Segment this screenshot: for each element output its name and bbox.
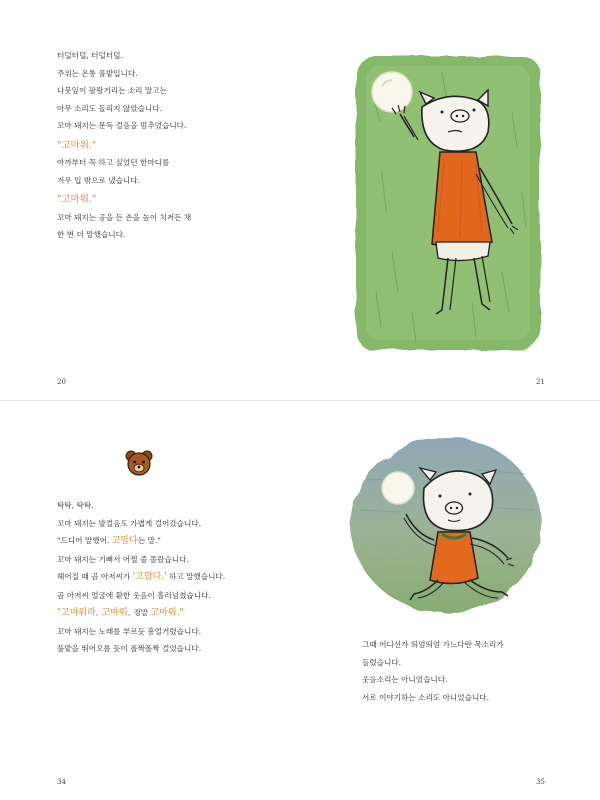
text-fragment: 헤어질 때 곰 아저씨가 bbox=[57, 572, 133, 581]
pig-jumping-illustration bbox=[346, 430, 546, 620]
page-34-text bbox=[57, 497, 225, 658]
dialogue-quote: "드디어 말했어. bbox=[57, 536, 112, 545]
page-number: 34 bbox=[57, 778, 66, 786]
text-line: 나뭇잎이 팔랑거리는 소리 말고는 bbox=[57, 86, 167, 95]
text-line: 주위는 온통 풀밭입니다. bbox=[57, 68, 138, 78]
page-35-text bbox=[362, 636, 504, 706]
text-fragment: 정말 bbox=[133, 608, 151, 617]
spread-pages-34-35 bbox=[0, 400, 600, 800]
dialogue-thanks: "고마워." bbox=[57, 194, 97, 205]
page-number: 20 bbox=[57, 378, 66, 386]
text-line bbox=[57, 532, 225, 551]
text-line bbox=[57, 568, 225, 587]
text-line: 터덜터덜, 터덜터덜. bbox=[57, 51, 123, 60]
text-line: 서로 이야기하는 소리도 아니었습니다. bbox=[362, 692, 490, 702]
page-number: 35 bbox=[536, 778, 545, 786]
dialogue-thanks: "고마워." bbox=[57, 139, 97, 151]
text-line: 아무 소리도 들리지 않았습니다. bbox=[57, 103, 163, 113]
page-20-text bbox=[57, 47, 191, 244]
page-number: 21 bbox=[536, 378, 545, 386]
text-line bbox=[57, 604, 225, 623]
text-line: 꼬마 돼지는 발걸음도 가볍게 걸어갔습니다. bbox=[57, 518, 202, 528]
text-line: 탁탁, 탁탁. bbox=[57, 501, 94, 510]
text-line: 한 번 더 말했습니다. bbox=[57, 230, 126, 239]
text-line: 꼬마 돼지는 공을 든 손을 높이 치켜든 채 bbox=[57, 212, 192, 222]
text-line: 꼬마 돼지는 문득 걸음을 멈추었습니다. bbox=[57, 121, 187, 130]
text-line: 풀밭을 뛰어오를 듯이 폴짝폴짝 걸었습니다. bbox=[57, 644, 202, 653]
dialogue-highlight: 고맙다 bbox=[111, 536, 138, 546]
pig-holding-ball-illustration bbox=[352, 52, 544, 354]
text-line: 아까부터 꼭 하고 싶었던 한마디를 bbox=[57, 158, 170, 167]
bear-face-icon bbox=[124, 448, 154, 478]
text-line: 꼬마 돼지는 노래를 부르듯 흥얼거렸습니다. bbox=[57, 626, 202, 636]
dialogue-highlight: "고마워라, 고마워, bbox=[57, 608, 134, 618]
text-line: 들렸습니다. bbox=[362, 657, 402, 667]
text-line: 곰 아저씨 얼굴에 환한 웃음이 흘러넘쳤습니다. bbox=[57, 590, 211, 600]
text-fragment: 하고 말했습니다. bbox=[166, 572, 226, 581]
text-line: 꼬마 돼지는 기뻐서 어쩔 줄 몰랐습니다. bbox=[57, 554, 189, 564]
dialogue-highlight: 고마워." bbox=[150, 608, 184, 618]
text-line: 웃음소리는 아니었습니다. bbox=[362, 675, 448, 684]
text-line: 겨우 입 밖으로 냈습니다. bbox=[57, 175, 141, 185]
dialogue-highlight: '고맙다.' bbox=[132, 572, 167, 582]
text-line: 그때 어디선가 띄엄띄엄 가느다란 목소리가 bbox=[362, 640, 504, 649]
dialogue-quote: 는 말." bbox=[137, 536, 161, 545]
